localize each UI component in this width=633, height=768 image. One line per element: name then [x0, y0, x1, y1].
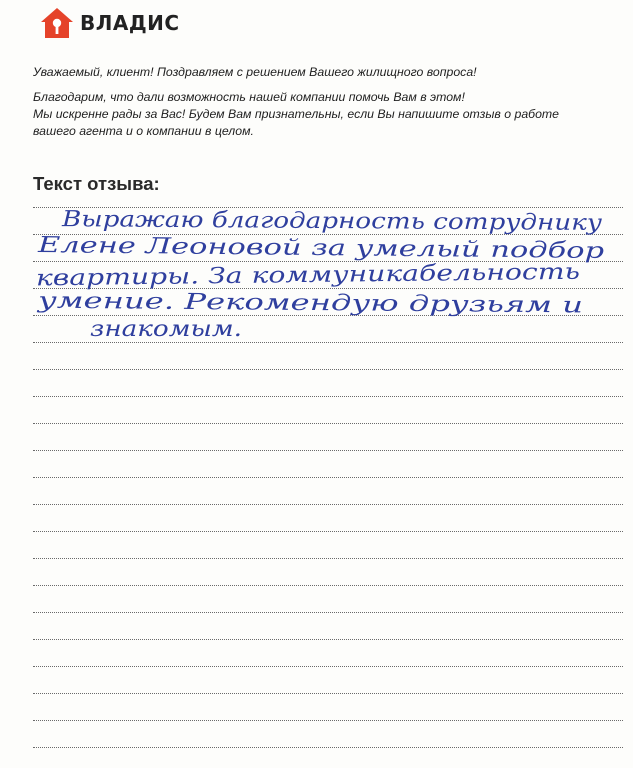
review-title: Текст отзыва:: [33, 173, 160, 194]
greeting: Уважаемый, клиент! Поздравляем с решением Вашего жилищного вопроса!: [33, 65, 477, 79]
intro-line-2: Мы искренне рады за Вас! Будем Вам признательны, если Вы напишите отзыв о работе: [33, 107, 560, 121]
handwriting-line-5: знакомым.: [90, 317, 242, 342]
handwriting-line-3: квартиры. За коммуникабельность: [35, 261, 460, 292]
handwriting-line-4: умение. Рекомендую друзьям и: [37, 288, 410, 317]
handwriting-line-1: Выражаю благодарность сотруднику: [61, 207, 516, 236]
brand-name: ВЛАДИС: [80, 11, 180, 35]
handwriting-line-2: Елене Леоновой за умелый подбор: [37, 233, 447, 263]
intro-line-1: Благодарим, что дали возможность нашей компании помочь Вам в этом!: [33, 90, 465, 104]
intro-line-3: вашего агента и о компании в целом.: [33, 124, 254, 138]
